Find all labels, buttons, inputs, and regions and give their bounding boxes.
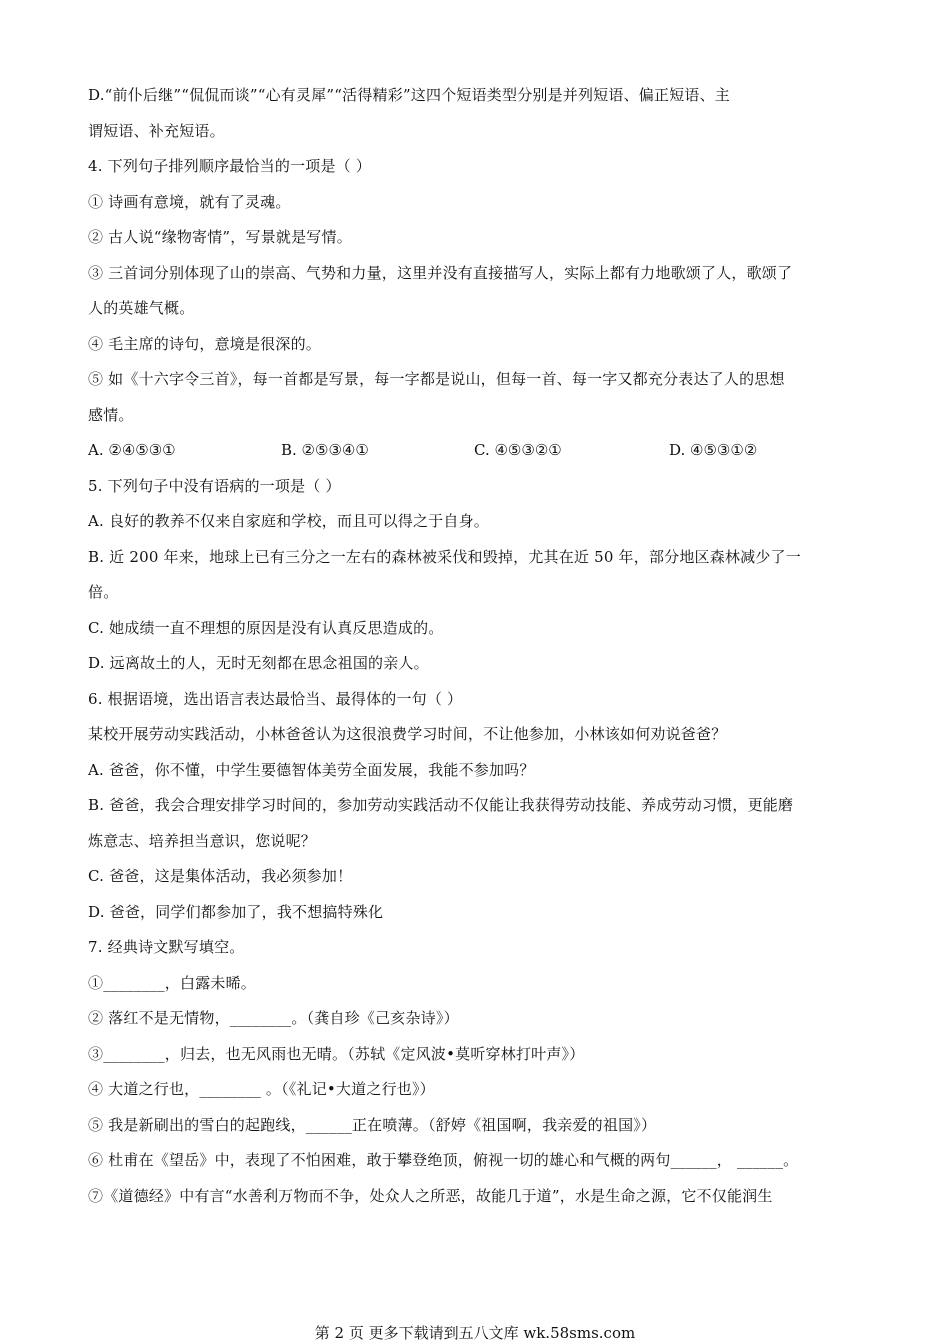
- question-5-stem: 5. 下列句子中没有语病的一项是（ ）: [88, 476, 341, 495]
- page-footer: 第 2 页 更多下载请到五八文库 wk.58sms.com: [314, 1324, 636, 1342]
- sentence-1: ① 诗画有意境，就有了灵魂。: [88, 192, 291, 211]
- sentence-5: ⑤ 如《十六字令三首》，每一首都是写景，每一字都是说山，但每一首、每一字又都充分表达了人的思想: [88, 370, 785, 388]
- text-line: 人的英雄气概。: [88, 299, 195, 317]
- question-6-context: 某校开展劳动实践活动，小林爸爸认为这很浪费学习时间，不让他参加，小林该如何劝说爸爸？: [88, 725, 727, 743]
- fill-blank-4: ④ 大道之行也，________ 。（《礼记•大道之行也》）: [88, 1080, 435, 1098]
- option-c: C. 她成绩一直不理想的原因是没有认真反思造成的。: [88, 618, 444, 637]
- option-b: B. ②⑤③④①: [281, 441, 369, 459]
- question-6-stem: 6. 根据语境，选出语言表达最恰当、最得体的一句（ ）: [88, 689, 463, 708]
- option-b: B. 爸爸，我会合理安排学习时间的，参加劳动实践活动不仅能让我获得劳动技能、养成劳动习惯，更能磨: [88, 796, 794, 814]
- option-a: A. ②④⑤③①: [88, 441, 176, 459]
- option-c: C. 爸爸，这是集体活动，我必须参加！: [88, 867, 353, 885]
- option-a: A. 爸爸，你不懂，中学生要德智体美劳全面发展，我能不参加吗？: [88, 760, 535, 779]
- question-7-stem: 7. 经典诗文默写填空。: [88, 938, 245, 956]
- fill-blank-1: ①________，白露未晞。: [88, 973, 257, 992]
- option-d: D. ④⑤③①②: [669, 441, 758, 459]
- text-line: 感情。: [88, 405, 134, 424]
- option-b: B. 近 200 年来，地球上已有三分之一左右的森林被采伐和毁掉，尤其在近 50 年，部分地区森林减少了一: [88, 547, 801, 566]
- text-line: D.“前仆后继”“侃侃而谈”“心有灵犀”“活得精彩”这四个短语类型分别是并列短语、偏正短语、主: [88, 86, 731, 104]
- question-4-stem: 4. 下列句子排列顺序最恰当的一项是（ ）: [88, 157, 372, 175]
- sentence-3: ③ 三首词分别体现了山的崇高、气势和力量，这里并没有直接描写人，实际上都有力地歌颂了人，歌颂了: [88, 263, 793, 282]
- fill-blank-3: ③________，归去，也无风雨也无晴。（苏轼《定风波•莫听穿林打叶声》）: [88, 1044, 585, 1063]
- fill-blank-6: ⑥ 杜甫在《望岳》中，表现了不怕困难，敢于攀登绝顶，俯视一切的雄心和气概的两句______， ______。: [88, 1151, 799, 1169]
- fill-blank-7: ⑦《道德经》中有言“水善利万物而不争，处众人之所恶，故能几于道”，水是生命之源，它不仅能润生: [88, 1186, 773, 1205]
- text-line: 谓短语、补充短语。: [88, 121, 225, 140]
- option-c: C. ④⑤③②①: [474, 441, 562, 459]
- document-page: [88, 78, 863, 1214]
- text-line: 炼意志、培养担当意识，您说呢？: [88, 831, 317, 850]
- option-d: D. 爸爸，同学们都参加了，我不想搞特殊化: [88, 902, 384, 921]
- text-line: 倍。: [88, 583, 119, 601]
- fill-blank-2: ② 落红不是无情物，________。（龚自珍《己亥杂诗》）: [88, 1009, 459, 1027]
- sentence-4: ④ 毛主席的诗句，意境是很深的。: [88, 334, 321, 353]
- fill-blank-5: ⑤ 我是新刷出的雪白的起跑线，______正在喷薄。（舒婷《祖国啊，我亲爱的祖国》）: [88, 1115, 657, 1134]
- option-a: A. 良好的教养不仅来自家庭和学校，而且可以得之于自身。: [88, 512, 489, 530]
- sentence-2: ② 古人说“缘物寄情”，写景就是写情。: [88, 228, 352, 246]
- option-d: D. 远离故土的人，无时无刻都在思念祖国的亲人。: [88, 654, 429, 672]
- question-4-options: [88, 433, 863, 469]
